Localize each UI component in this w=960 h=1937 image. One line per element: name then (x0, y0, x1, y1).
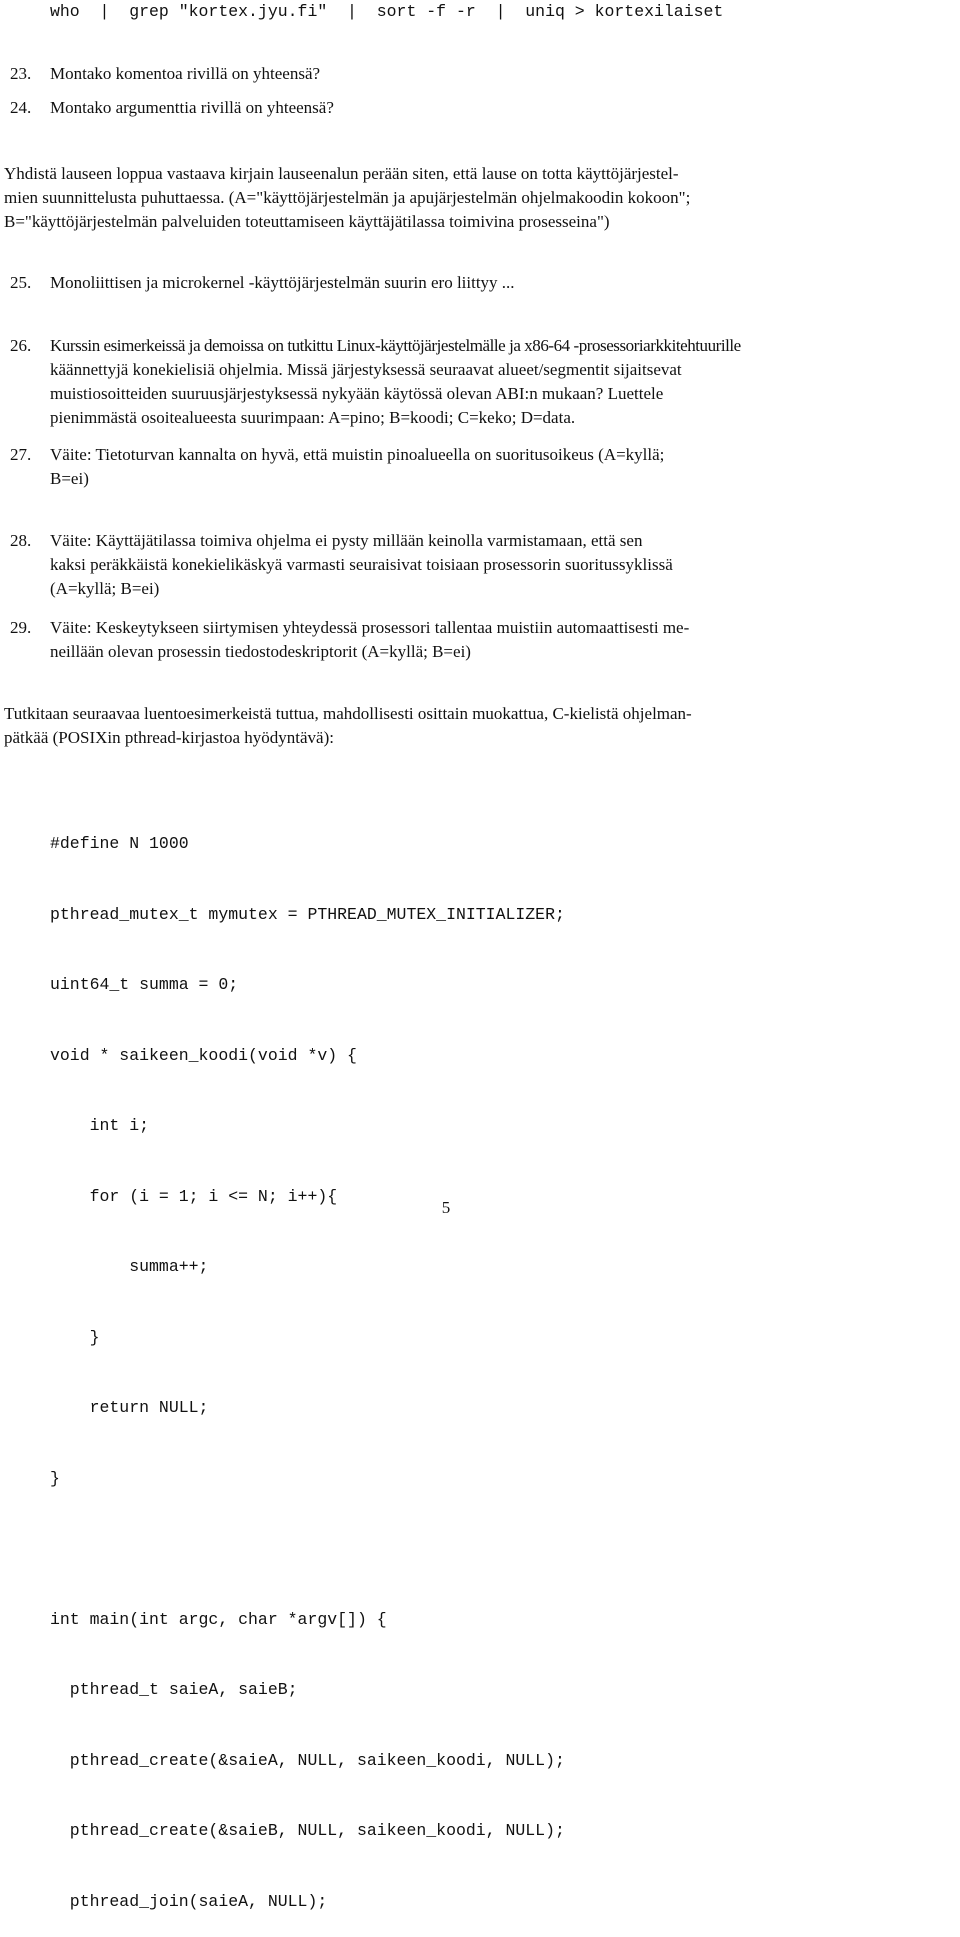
question-number: 27. (10, 445, 32, 464)
question-text: Montako komentoa rivillä on yhteensä? (50, 64, 321, 83)
code-line: pthread_join(saieA, NULL); (50, 1891, 328, 1911)
question-text (50, 334, 950, 430)
question-number: 23. (10, 64, 32, 83)
code-line: } (50, 1327, 100, 1347)
question-line: muistiosoitteiden suuruusjärjestyksessä nykyään käytössä olevan ABI:n mukaan? Luettele (50, 384, 664, 403)
c-code-listing (50, 785, 565, 1937)
code-line: for (i = 1; i <= N; i++){ (50, 1186, 338, 1206)
question-text (50, 616, 950, 664)
intro-line: Tutkitaan seuraavaa luentoesimerkeistä tuttua, mahdollisesti osittain muokattua, C-kielistä ohjelman- (4, 704, 692, 723)
code-line: void * saikeen_koodi(void *v) { (50, 1045, 357, 1065)
instruction-line: B="käyttöjärjestelmän palveluiden toteuttamiseen käyttäjätilassa toimivina prosesseina") (4, 212, 610, 231)
code-line (50, 1537, 565, 1561)
code-intro-paragraph (4, 702, 904, 750)
question-line: Väite: Tietoturvan kannalta on hyvä, että muistin pinoalueella on suoritusoikeus (A=kyllä; (50, 445, 665, 464)
question-line: Väite: Keskeytykseen siirtymisen yhteydessä prosessori tallentaa muistiin automaattisesti me- (50, 618, 690, 637)
question-text (50, 443, 950, 491)
page-number: 5 (441, 1198, 451, 1217)
matching-instruction (4, 162, 904, 234)
code-line: pthread_create(&saieA, NULL, saikeen_koodi, NULL); (50, 1750, 565, 1770)
question-line: kaksi peräkkäistä konekielikäskyä varmasti seuraisivat toisiaan prosessorin suoritussyklissä (50, 555, 673, 574)
code-line: int main(int argc, char *argv[]) { (50, 1609, 387, 1629)
question-line: Kurssin esimerkeissä ja demoissa on tutkittu Linux-käyttöjärjestelmälle ja x86-64 -prosessoriarkkitehtuurille (50, 336, 741, 355)
instruction-line: mien suunnittelusta puhuttaessa. (A="käyttöjärjestelmän ja apujärjestelmän ohjelmakoodin kokoon"; (4, 188, 691, 207)
question-number: 25. (10, 273, 32, 292)
question-line: käännettyjä konekielisiä ohjelmia. Missä järjestyksessä seuraavat alueet/segmentit sijaitsevat (50, 360, 682, 379)
code-line: summa++; (50, 1257, 209, 1276)
question-line: B=ei) (50, 469, 89, 488)
code-line: pthread_create(&saieB, NULL, saikeen_koodi, NULL); (50, 1821, 565, 1840)
code-line: pthread_mutex_t mymutex = PTHREAD_MUTEX_INITIALIZER; (50, 904, 565, 924)
instruction-line: Yhdistä lauseen loppua vastaava kirjain lauseenalun perään siten, että lause on totta käyttöjärjestel- (4, 164, 679, 183)
question-text: Montako argumenttia rivillä on yhteensä? (50, 98, 334, 117)
intro-line: pätkää (POSIXin pthread-kirjastoa hyödyntävä): (4, 728, 334, 747)
question-text (50, 529, 950, 601)
question-line: neillään olevan prosessin tiedostodeskriptorit (A=kyllä; B=ei) (50, 642, 471, 661)
question-line: (A=kyllä; B=ei) (50, 579, 160, 598)
code-line: int i; (50, 1116, 150, 1135)
question-text: Monoliittisen ja microkernel -käyttöjärjestelmän suurin ero liittyy ... (50, 273, 515, 292)
question-line: Väite: Käyttäjätilassa toimiva ohjelma ei pysty millään keinolla varmistamaan, että sen (50, 531, 643, 550)
code-line: pthread_t saieA, saieB; (50, 1680, 298, 1699)
code-line: return NULL; (50, 1398, 209, 1417)
question-number: 26. (10, 336, 32, 355)
shell-command-line: who | grep "kortex.jyu.fi" | sort -f -r | uniq > kortexilaiset (50, 2, 724, 21)
code-line: #define N 1000 (50, 834, 189, 853)
question-number: 28. (10, 531, 32, 550)
question-line: pienimmästä osoitealueesta suurimpaan: A=pino; B=koodi; C=keko; D=data. (50, 408, 576, 427)
code-line: uint64_t summa = 0; (50, 975, 239, 994)
code-line: } (50, 1468, 60, 1488)
question-number: 24. (10, 98, 32, 117)
question-number: 29. (10, 618, 32, 637)
